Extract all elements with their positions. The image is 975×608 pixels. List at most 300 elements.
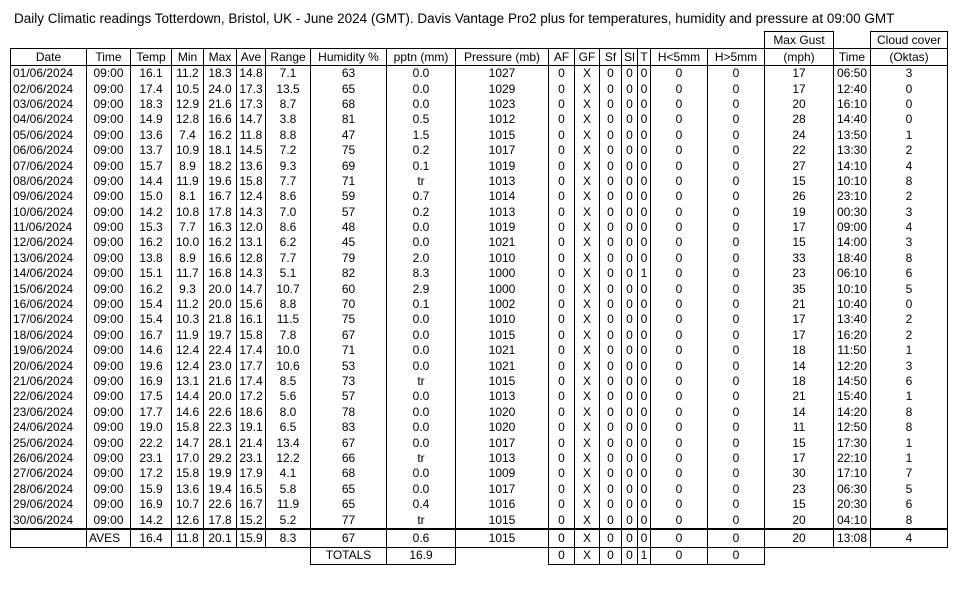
cell-ave: 17.2 (237, 389, 266, 404)
cell-temp: 15.4 (131, 297, 172, 312)
cell-humidity: 71 (311, 174, 387, 189)
cell-humidity: 73 (311, 374, 387, 389)
table-row (11, 451, 948, 466)
cell-gf: X (575, 174, 600, 189)
cell-ave: 16.1 (237, 312, 266, 327)
cell-gf: X (575, 205, 600, 220)
cell-date: 19/06/2024 (11, 343, 87, 358)
cell-pressure: 1021 (456, 343, 549, 358)
cell-max-gust: 35 (765, 281, 834, 296)
cell-gf: X (575, 312, 600, 327)
cell-date: 30/06/2024 (11, 512, 87, 528)
cell-gust-time: 20:30 (834, 497, 871, 512)
cell-ave: 19.1 (237, 420, 266, 435)
cell-cloud-cover: 5 (871, 482, 948, 497)
col-header-af: AF (549, 49, 575, 66)
cell-pptn: 0.0 (387, 466, 456, 481)
cell-time: 09:00 (87, 451, 131, 466)
cell-sf: 0 (600, 343, 622, 358)
cell-max-gust: 21 (765, 389, 834, 404)
cell-time: 09:00 (87, 81, 131, 96)
cell-pptn: tr (387, 451, 456, 466)
cell-t: 1 (638, 266, 651, 281)
cell-min: 10.9 (172, 143, 204, 158)
col-header-gust-time: Time (834, 49, 871, 66)
table-row (11, 328, 948, 343)
cell-max: 19.9 (204, 466, 237, 481)
cell-humidity: 59 (311, 189, 387, 204)
table-row (11, 205, 948, 220)
cell-time: 09:00 (87, 328, 131, 343)
cell-t: 0 (638, 205, 651, 220)
cell-temp: 16.9 (131, 497, 172, 512)
cell-humidity: 57 (311, 205, 387, 220)
cell-range: 9.3 (266, 158, 311, 173)
table-row (11, 266, 948, 281)
cell-sl: 0 (622, 281, 638, 296)
cell-gf: X (575, 297, 600, 312)
ave-gf: X (575, 529, 600, 548)
cell-gf: X (575, 435, 600, 450)
table-row (11, 112, 948, 127)
cell-gust-time: 15:40 (834, 389, 871, 404)
cell-ave: 17.3 (237, 97, 266, 112)
cell-ave: 23.1 (237, 451, 266, 466)
col-header-pptn: pptn (mm) (387, 49, 456, 66)
cell-ave: 16.5 (237, 482, 266, 497)
cell-cloud-cover: 2 (871, 312, 948, 327)
cell-pressure: 1020 (456, 405, 549, 420)
cell-gust-time: 13:50 (834, 128, 871, 143)
cell-cloud-cover: 1 (871, 389, 948, 404)
cell-af: 0 (549, 266, 575, 281)
cell-max-gust: 17 (765, 81, 834, 96)
cell-max: 22.3 (204, 420, 237, 435)
cell-humidity: 57 (311, 389, 387, 404)
cell-temp: 18.3 (131, 97, 172, 112)
cell-gf: X (575, 81, 600, 96)
cell-pressure: 1013 (456, 451, 549, 466)
cell-time: 09:00 (87, 358, 131, 373)
cell-min: 8.1 (172, 189, 204, 204)
cell-sl: 0 (622, 189, 638, 204)
cell-af: 0 (549, 328, 575, 343)
cell-max: 19.4 (204, 482, 237, 497)
cell-sl: 0 (622, 297, 638, 312)
cell-humidity: 77 (311, 512, 387, 528)
cell-max: 16.2 (204, 128, 237, 143)
cell-min: 8.9 (172, 158, 204, 173)
cell-pptn: 0.0 (387, 220, 456, 235)
cell-ave: 15.8 (237, 174, 266, 189)
cell-pptn: 8.3 (387, 266, 456, 281)
cell-humidity: 79 (311, 251, 387, 266)
cell-temp: 15.7 (131, 158, 172, 173)
table-row (11, 143, 948, 158)
cell-pptn: 0.4 (387, 497, 456, 512)
cell-af: 0 (549, 420, 575, 435)
table-row (11, 189, 948, 204)
cell-min: 9.3 (172, 281, 204, 296)
cell-date: 09/06/2024 (11, 189, 87, 204)
cell-time: 09:00 (87, 266, 131, 281)
cell-h-lt-5mm: 0 (651, 405, 708, 420)
col-header-temp: Temp (131, 49, 172, 66)
col-header-t: T (638, 49, 651, 66)
table-row (11, 158, 948, 173)
cell-sl: 0 (622, 174, 638, 189)
cell-t: 0 (638, 405, 651, 420)
cell-af: 0 (549, 312, 575, 327)
cell-t: 0 (638, 451, 651, 466)
cell-date: 02/06/2024 (11, 81, 87, 96)
ave-cloud-cover: 4 (871, 529, 948, 548)
cell-gust-time: 12:50 (834, 420, 871, 435)
cell-pressure: 1000 (456, 281, 549, 296)
cell-date: 07/06/2024 (11, 158, 87, 173)
cell-sf: 0 (600, 358, 622, 373)
cell-sl: 0 (622, 205, 638, 220)
cell-af: 0 (549, 497, 575, 512)
cell-max: 16.6 (204, 251, 237, 266)
cell-h-gt-5mm: 0 (708, 66, 765, 82)
cell-h-gt-5mm: 0 (708, 205, 765, 220)
cell-pressure: 1017 (456, 143, 549, 158)
cell-max-gust: 17 (765, 220, 834, 235)
cell-ave: 14.7 (237, 281, 266, 296)
cell-cloud-cover: 1 (871, 343, 948, 358)
cell-max: 20.0 (204, 389, 237, 404)
cell-max: 20.0 (204, 281, 237, 296)
cell-pptn: 1.5 (387, 128, 456, 143)
cell-min: 10.5 (172, 81, 204, 96)
cell-range: 8.0 (266, 405, 311, 420)
cell-gf: X (575, 251, 600, 266)
cell-min: 10.8 (172, 205, 204, 220)
cell-h-gt-5mm: 0 (708, 374, 765, 389)
cell-time: 09:00 (87, 389, 131, 404)
cell-time: 09:00 (87, 158, 131, 173)
cell-date: 27/06/2024 (11, 466, 87, 481)
cell-humidity: 67 (311, 328, 387, 343)
table-row (11, 66, 948, 82)
cell-h-lt-5mm: 0 (651, 81, 708, 96)
cell-h-gt-5mm: 0 (708, 451, 765, 466)
cell-h-gt-5mm: 0 (708, 312, 765, 327)
cell-h-lt-5mm: 0 (651, 358, 708, 373)
cell-pptn: tr (387, 512, 456, 528)
cell-humidity: 66 (311, 451, 387, 466)
col-header-max-gust: (mph) (765, 49, 834, 66)
cell-temp: 16.1 (131, 66, 172, 82)
cell-range: 7.1 (266, 66, 311, 82)
cell-sf: 0 (600, 312, 622, 327)
cell-range: 8.7 (266, 97, 311, 112)
cell-range: 5.1 (266, 266, 311, 281)
cell-gust-time: 06:50 (834, 66, 871, 82)
cell-af: 0 (549, 205, 575, 220)
cell-sf: 0 (600, 158, 622, 173)
ave-t: 0 (638, 529, 651, 548)
cell-max: 22.4 (204, 343, 237, 358)
cell-time: 09:00 (87, 220, 131, 235)
cell-date: 25/06/2024 (11, 435, 87, 450)
cell-h-lt-5mm: 0 (651, 235, 708, 250)
cell-h-lt-5mm: 0 (651, 435, 708, 450)
cell-pptn: 0.0 (387, 66, 456, 82)
table-row (11, 174, 948, 189)
table-row (11, 358, 948, 373)
cell-pressure: 1012 (456, 112, 549, 127)
cell-pptn: 0.2 (387, 143, 456, 158)
cell-h-gt-5mm: 0 (708, 128, 765, 143)
cell-h-lt-5mm: 0 (651, 420, 708, 435)
cell-h-gt-5mm: 0 (708, 466, 765, 481)
cell-min: 15.8 (172, 420, 204, 435)
cell-af: 0 (549, 235, 575, 250)
cell-h-lt-5mm: 0 (651, 112, 708, 127)
cell-time: 09:00 (87, 174, 131, 189)
cell-pressure: 1010 (456, 251, 549, 266)
cell-h-gt-5mm: 0 (708, 143, 765, 158)
cell-sl: 0 (622, 112, 638, 127)
cell-max-gust: 21 (765, 297, 834, 312)
cell-h-gt-5mm: 0 (708, 266, 765, 281)
cell-ave: 17.7 (237, 358, 266, 373)
cell-pressure: 1013 (456, 174, 549, 189)
table-row (11, 435, 948, 450)
cell-time: 09:00 (87, 189, 131, 204)
cell-temp: 22.2 (131, 435, 172, 450)
cell-time: 09:00 (87, 374, 131, 389)
cell-date: 22/06/2024 (11, 389, 87, 404)
cell-pressure: 1019 (456, 158, 549, 173)
col-header-cloud-cover: (Oktas) (871, 49, 948, 66)
cell-h-gt-5mm: 0 (708, 512, 765, 528)
cell-af: 0 (549, 112, 575, 127)
cell-t: 0 (638, 420, 651, 435)
cell-max: 16.3 (204, 220, 237, 235)
cell-h-gt-5mm: 0 (708, 497, 765, 512)
cell-max-gust: 20 (765, 97, 834, 112)
cell-pressure: 1015 (456, 328, 549, 343)
cell-max: 16.8 (204, 266, 237, 281)
cell-min: 15.8 (172, 466, 204, 481)
cell-gf: X (575, 128, 600, 143)
col-header-humidity: Humidity % (311, 49, 387, 66)
cell-min: 12.8 (172, 112, 204, 127)
cell-gust-time: 10:40 (834, 297, 871, 312)
table-row (11, 497, 948, 512)
cell-max: 21.6 (204, 97, 237, 112)
cell-gust-time: 23:10 (834, 189, 871, 204)
cell-temp: 16.7 (131, 328, 172, 343)
cell-range: 11.5 (266, 312, 311, 327)
cell-gust-time: 00:30 (834, 205, 871, 220)
cell-gf: X (575, 112, 600, 127)
cell-date: 11/06/2024 (11, 220, 87, 235)
cell-pptn: 0.0 (387, 328, 456, 343)
col-header-sf: Sf (600, 49, 622, 66)
cell-t: 0 (638, 220, 651, 235)
cell-pptn: 2.9 (387, 281, 456, 296)
totals-label: TOTALS (311, 547, 387, 564)
cell-t: 0 (638, 235, 651, 250)
cell-pptn: 0.1 (387, 297, 456, 312)
cell-min: 7.4 (172, 128, 204, 143)
cell-pptn: 0.0 (387, 312, 456, 327)
cell-t: 0 (638, 512, 651, 528)
cell-sf: 0 (600, 81, 622, 96)
cell-range: 7.0 (266, 205, 311, 220)
cell-gf: X (575, 235, 600, 250)
cell-t: 0 (638, 143, 651, 158)
cell-humidity: 69 (311, 158, 387, 173)
cell-t: 0 (638, 343, 651, 358)
cell-sl: 0 (622, 466, 638, 481)
cell-pptn: 2.0 (387, 251, 456, 266)
cell-t: 0 (638, 297, 651, 312)
cell-min: 11.9 (172, 174, 204, 189)
cell-t: 0 (638, 158, 651, 173)
cell-af: 0 (549, 158, 575, 173)
cell-gf: X (575, 466, 600, 481)
cell-pptn: 0.0 (387, 435, 456, 450)
totals-pptn: 16.9 (387, 547, 456, 564)
col-header-gf: GF (575, 49, 600, 66)
cell-t: 0 (638, 97, 651, 112)
ave-date (11, 529, 87, 548)
cell-cloud-cover: 3 (871, 66, 948, 82)
cell-h-gt-5mm: 0 (708, 220, 765, 235)
table-row (11, 81, 948, 96)
cell-temp: 19.0 (131, 420, 172, 435)
cell-t: 0 (638, 389, 651, 404)
cell-gf: X (575, 497, 600, 512)
cell-time: 09:00 (87, 466, 131, 481)
cell-pptn: 0.5 (387, 112, 456, 127)
cell-sf: 0 (600, 251, 622, 266)
cell-min: 12.4 (172, 358, 204, 373)
cell-max: 22.6 (204, 497, 237, 512)
col-header-min: Min (172, 49, 204, 66)
cell-h-lt-5mm: 0 (651, 251, 708, 266)
cell-temp: 16.2 (131, 235, 172, 250)
cell-max-gust: 22 (765, 143, 834, 158)
cell-sf: 0 (600, 266, 622, 281)
cell-range: 6.2 (266, 235, 311, 250)
cell-max-gust: 28 (765, 112, 834, 127)
cell-gust-time: 17:30 (834, 435, 871, 450)
cell-gust-time: 12:20 (834, 358, 871, 373)
cell-t: 0 (638, 358, 651, 373)
ave-max-gust: 20 (765, 529, 834, 548)
cell-max: 29.2 (204, 451, 237, 466)
cell-max: 19.6 (204, 174, 237, 189)
cell-sl: 0 (622, 420, 638, 435)
cell-af: 0 (549, 374, 575, 389)
cell-gust-time: 14:40 (834, 112, 871, 127)
cell-time: 09:00 (87, 312, 131, 327)
cell-ave: 14.7 (237, 112, 266, 127)
cell-t: 0 (638, 174, 651, 189)
cell-h-gt-5mm: 0 (708, 174, 765, 189)
cell-sl: 0 (622, 66, 638, 82)
cell-ave: 14.3 (237, 205, 266, 220)
cell-sf: 0 (600, 281, 622, 296)
cell-gust-time: 10:10 (834, 281, 871, 296)
cell-sl: 0 (622, 128, 638, 143)
max-gust-header: Max Gust (765, 32, 834, 49)
cell-h-lt-5mm: 0 (651, 66, 708, 82)
cell-pptn: 0.0 (387, 482, 456, 497)
cell-ave: 15.2 (237, 512, 266, 528)
cell-humidity: 67 (311, 435, 387, 450)
cell-temp: 14.2 (131, 512, 172, 528)
cell-max: 18.1 (204, 143, 237, 158)
cell-gust-time: 12:40 (834, 81, 871, 96)
cell-ave: 12.4 (237, 189, 266, 204)
cell-sf: 0 (600, 405, 622, 420)
cell-range: 5.6 (266, 389, 311, 404)
cell-date: 14/06/2024 (11, 266, 87, 281)
cell-humidity: 60 (311, 281, 387, 296)
cell-min: 13.1 (172, 374, 204, 389)
cell-gf: X (575, 158, 600, 173)
cell-max: 24.0 (204, 81, 237, 96)
cell-date: 18/06/2024 (11, 328, 87, 343)
header-row (11, 49, 948, 66)
cell-t: 0 (638, 189, 651, 204)
cell-gust-time: 10:10 (834, 174, 871, 189)
cell-date: 01/06/2024 (11, 66, 87, 82)
cell-max: 21.6 (204, 374, 237, 389)
cell-max-gust: 30 (765, 466, 834, 481)
cell-gf: X (575, 374, 600, 389)
ave-sl: 0 (622, 529, 638, 548)
cell-sf: 0 (600, 235, 622, 250)
cell-temp: 15.1 (131, 266, 172, 281)
cell-gust-time: 14:20 (834, 405, 871, 420)
cell-max-gust: 26 (765, 189, 834, 204)
cell-sf: 0 (600, 420, 622, 435)
cell-sl: 0 (622, 220, 638, 235)
table-row (11, 251, 948, 266)
cell-min: 11.9 (172, 328, 204, 343)
cell-time: 09:00 (87, 281, 131, 296)
cell-gust-time: 17:10 (834, 466, 871, 481)
cell-temp: 15.0 (131, 189, 172, 204)
cell-sf: 0 (600, 328, 622, 343)
cell-pressure: 1016 (456, 497, 549, 512)
cell-cloud-cover: 3 (871, 358, 948, 373)
cell-gf: X (575, 220, 600, 235)
cell-pptn: tr (387, 174, 456, 189)
cell-ave: 13.6 (237, 158, 266, 173)
cell-min: 10.3 (172, 312, 204, 327)
cell-temp: 17.7 (131, 405, 172, 420)
cell-sf: 0 (600, 497, 622, 512)
cell-af: 0 (549, 297, 575, 312)
table-row (11, 281, 948, 296)
cell-h-gt-5mm: 0 (708, 97, 765, 112)
col-header-date: Date (11, 49, 87, 66)
cell-gust-time: 14:50 (834, 374, 871, 389)
cell-min: 10.7 (172, 497, 204, 512)
cell-t: 0 (638, 112, 651, 127)
cell-temp: 14.2 (131, 205, 172, 220)
cell-time: 09:00 (87, 512, 131, 528)
